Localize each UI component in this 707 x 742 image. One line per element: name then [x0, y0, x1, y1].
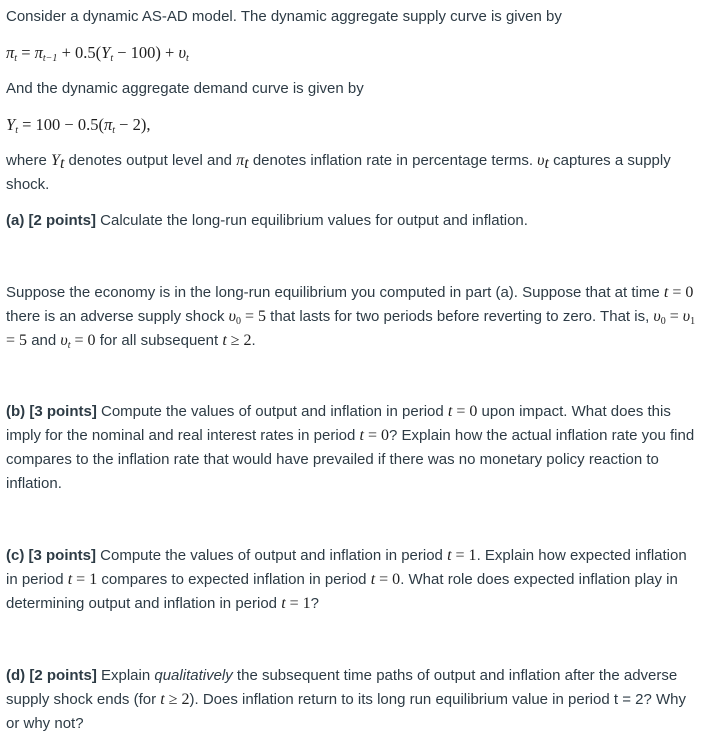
- question-d-label: (d) [2 points]: [6, 667, 97, 684]
- ad-curve-equation: $Y_t = 100 - 0.5(\pi_t - 2)$,: [6, 115, 151, 136]
- ad-intro-text: And the dynamic aggregate demand curve is given by: [6, 80, 364, 97]
- as-curve-equation: $\pi_t = \pi_{t-1} + 0.5(Y_t - 100) + \upsilon_t$: [6, 43, 189, 64]
- shock-scenario-text: Suppose the economy is in the long-run equilibrium you computed in part (a). Suppose that at time t = 0 there is an adverse supply shock $\upsilon_0 = 5$ that lasts for two periods before reverting to zero. That is, $\upsilon_0 = \upsilon_1 = 5$ and $\upsilon_t = 0$ for all subsequent t ≥ 2.: [6, 284, 696, 351]
- question-c-label: (c) [3 points]: [6, 547, 96, 564]
- question-b: (b) [3 points] Compute the values of output and inflation in period t = 0 upon impact. What does this imply for the nominal and real interest rates in period t = 0? Explain how the actual inflation rate you find compares to the inflation rate that would have prevailed if there was no monetary policy reaction to inflation.: [6, 403, 695, 492]
- emphasis-qualitatively: qualitatively: [154, 667, 233, 684]
- question-c: (c) [3 points] Compute the values of output and inflation in period t = 1. Explain how expected inflation in period t = 1 compares to expected inflation in period t = 0. What role does expected inflation play in determining output and inflation in period t = 1?: [6, 547, 687, 612]
- question-b-label: (b) [3 points]: [6, 403, 97, 420]
- question-d: (d) [2 points] Explain qualitatively the subsequent time paths of output and inflation after the adverse supply shock ends (for t ≥ 2). Does inflation return to its long run equilibrium value in period t = 2? Why or why not?: [6, 667, 686, 732]
- variable-definitions: where $Y_t$ denotes output level and $\pi_t$ denotes inflation rate in percentage terms. $\upsilon_t$ captures a supply shock.: [6, 152, 671, 193]
- intro-text: Consider a dynamic AS-AD model. The dynamic aggregate supply curve is given by: [6, 8, 562, 25]
- question-a-label: (a) [2 points]: [6, 212, 96, 229]
- question-a: (a) [2 points] Calculate the long-run equilibrium values for output and inflation.: [6, 212, 528, 229]
